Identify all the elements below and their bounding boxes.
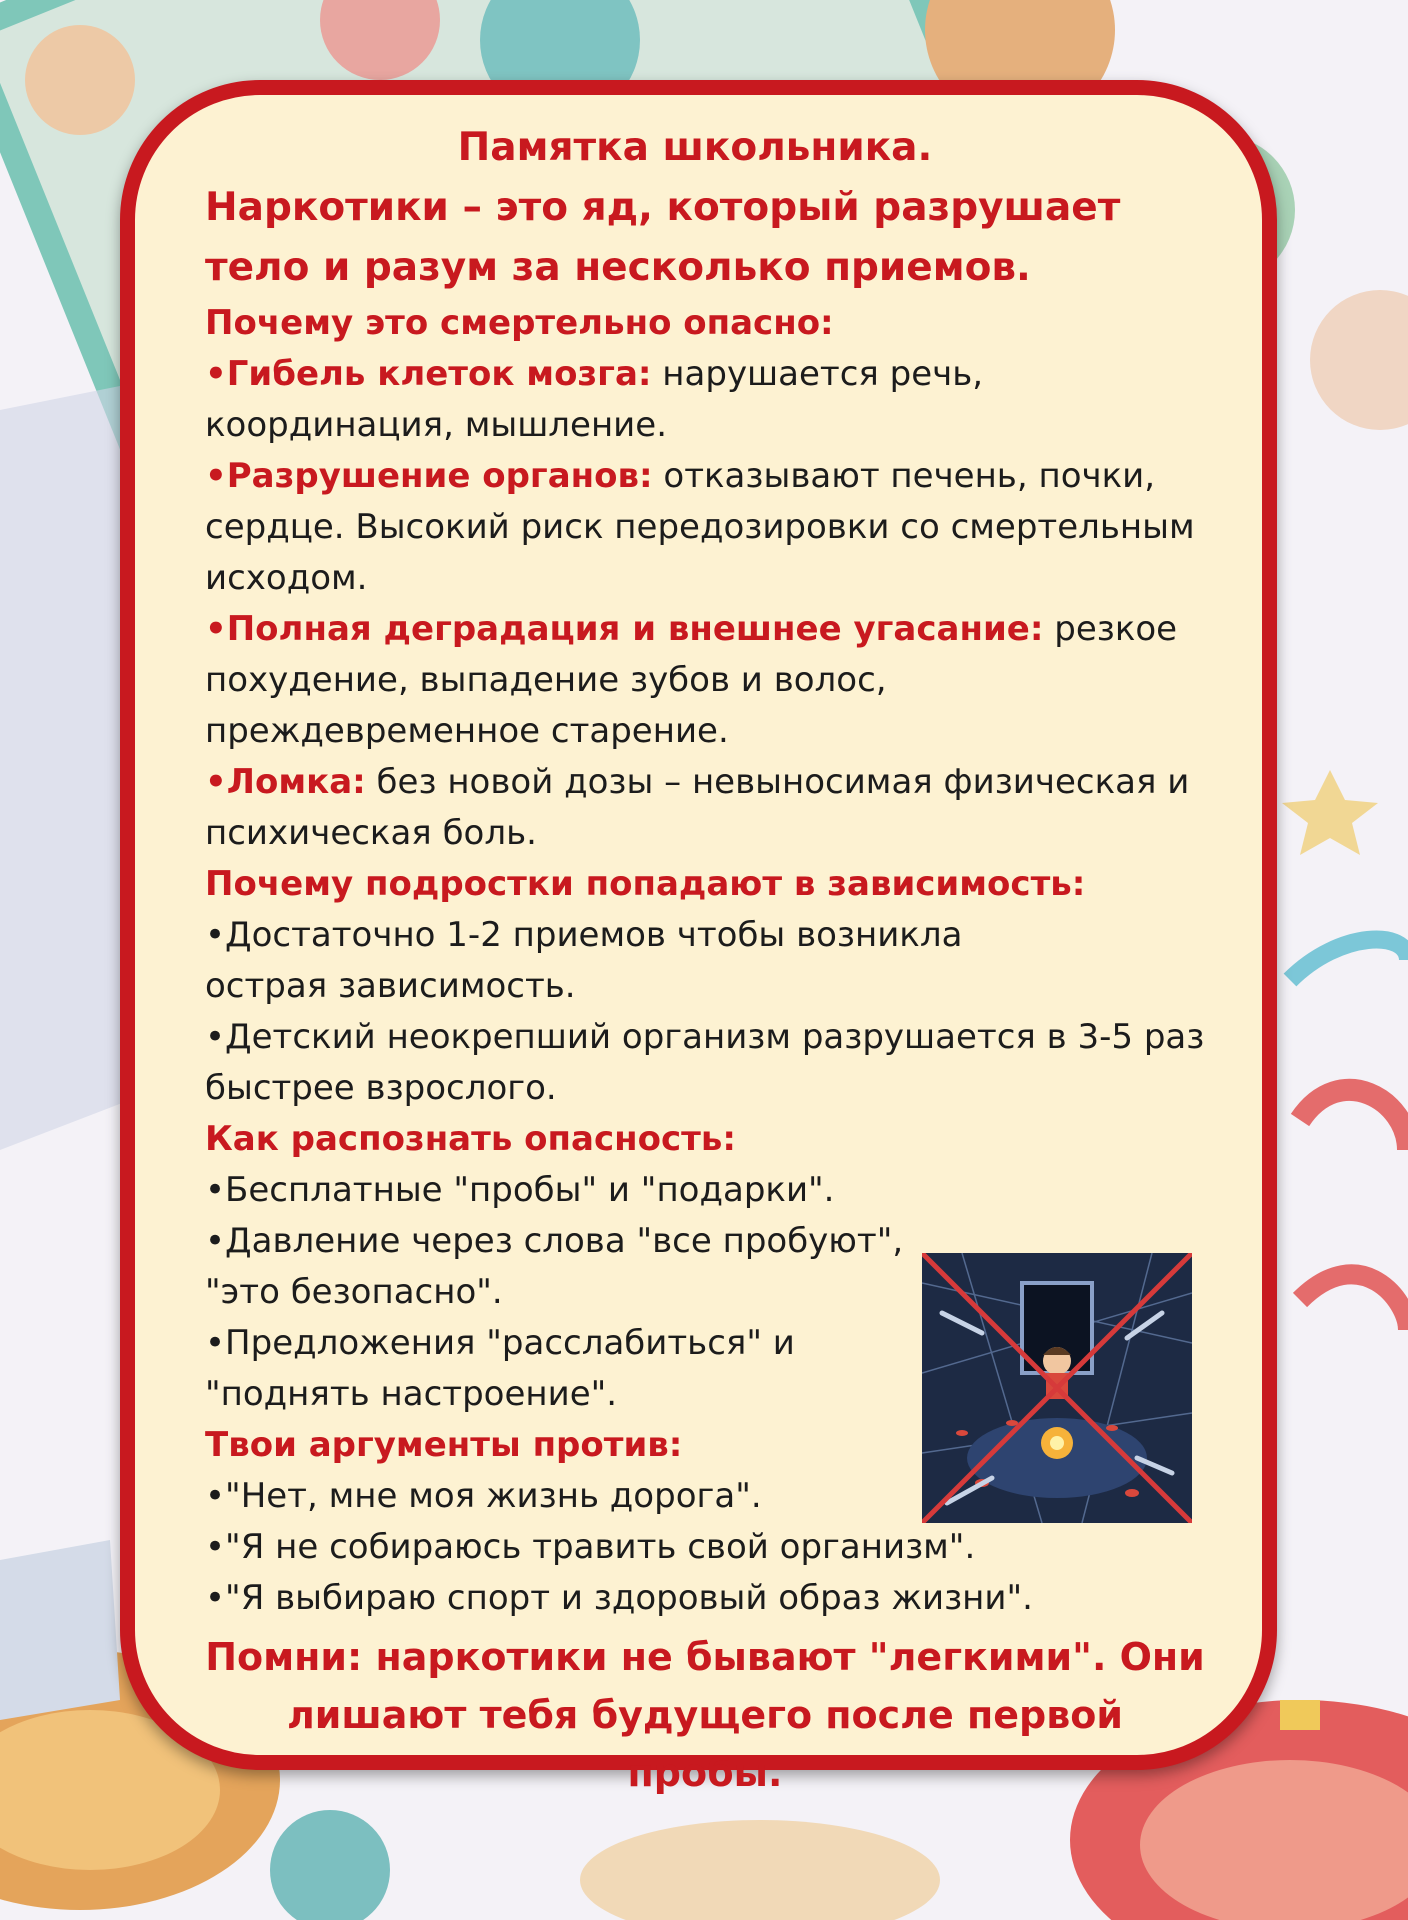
- crossed-out-illustration: [922, 1253, 1192, 1523]
- section-heading-danger: Почему это смертельно опасно:: [205, 303, 834, 343]
- danger-item-text: резкое похудение, выпадение зубов и волос, преждевременное старение.: [205, 609, 1178, 751]
- recognize-item: •Бесплатные "пробы" и "подарки".: [205, 1170, 835, 1210]
- danger-item: [205, 604, 1215, 757]
- danger-item: [205, 757, 1215, 859]
- memo-content: [205, 118, 1215, 1802]
- danger-item-label: •Гибель клеток мозга:: [205, 354, 652, 394]
- final-warning: Помни: наркотики не бывают "легкими". Они лишают тебя будущего после первой пробы.: [205, 1635, 1205, 1795]
- recognize-item: •Давление через слова "все пробуют", "это безопасно".: [205, 1221, 904, 1312]
- danger-item-text: отказывают печень, почки, сердце. Высокий риск передозировки со смертельным исходом.: [205, 456, 1195, 598]
- section-heading-addiction: Почему подростки попадают в зависимость:: [205, 864, 1086, 904]
- memo-title: Памятка школьника.: [457, 125, 933, 170]
- addiction-item: •Достаточно 1-2 приемов чтобы возникла острая зависимость.: [205, 915, 963, 1006]
- danger-item-text: нарушается речь, координация, мышление.: [205, 354, 984, 445]
- addiction-item: •Детский неокрепший организм разрушается в 3-5 раз быстрее взрослого.: [205, 1017, 1205, 1108]
- danger-item-label: •Полная деградация и внешнее угасание:: [205, 609, 1044, 649]
- danger-item-label: •Ломка:: [205, 762, 366, 802]
- danger-item-label: •Разрушение органов:: [205, 456, 653, 496]
- argument-item: •"Нет, мне моя жизнь дорога".: [205, 1476, 762, 1516]
- argument-item: •"Я выбираю спорт и здоровый образ жизни".: [205, 1578, 1033, 1618]
- danger-item: [205, 349, 1215, 451]
- argument-item: •"Я не собираюсь травить свой организм".: [205, 1527, 976, 1567]
- danger-item: [205, 451, 1215, 604]
- section-heading-recognize: Как распознать опасность:: [205, 1119, 736, 1159]
- memo-subtitle: Наркотики – это яд, который разрушает тело и разум за несколько приемов.: [205, 185, 1121, 290]
- danger-item-text: без новой дозы – невыносимая физическая и психическая боль.: [205, 762, 1190, 853]
- recognize-item: •Предложения "расслабиться" и "поднять настроение".: [205, 1323, 795, 1414]
- section-heading-arguments: Твои аргументы против:: [205, 1425, 683, 1465]
